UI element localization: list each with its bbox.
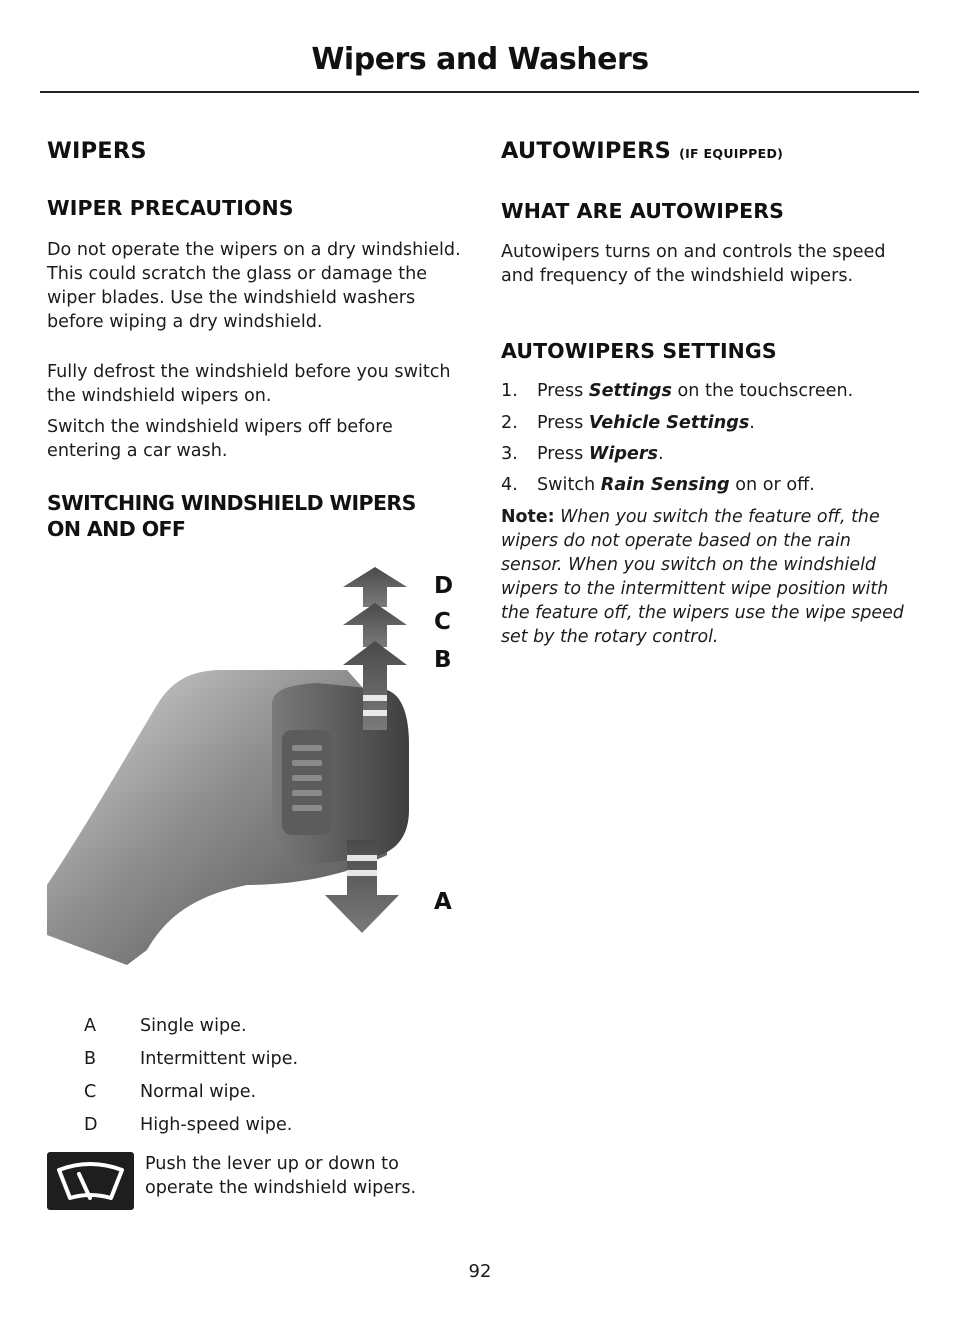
settings-step-1 [501,381,853,401]
heading-autowipers-settings: AUTOWIPERS SETTINGS [501,339,777,363]
step-post: . [749,413,755,433]
header-divider [40,91,919,93]
figure-label-c: C [434,609,451,635]
icon-note-line1: Push the lever up or down to [145,1154,399,1174]
paragraph-autowipers-intro: Autowipers turns on and controls the speed and frequency of the windshield wipers. [501,242,886,286]
wiper-lever-illustration [47,555,467,985]
figure-label-b: B [434,647,452,673]
legend-key: B [84,1049,97,1069]
windshield-wiper-icon-box [47,1152,134,1210]
figure-label-d: D [434,573,454,599]
legend-text: Intermittent wipe. [140,1049,299,1069]
legend-key: C [84,1082,97,1102]
step-post: on the touchscreen. [671,381,854,401]
heading-switching-wipers [47,490,477,542]
arrow-d-high-speed [343,567,407,607]
heading-switching-line1: SWITCHING WINDSHIELD WIPERS [47,491,416,515]
settings-step-2 [501,413,755,433]
paragraph-dry-windshield: Do not operate the wipers on a dry windshield. This could scratch the glass or damage the wiper blades. Use the windshield washers before wiping a dry windshield. [47,240,461,332]
step-bold: Wipers [588,444,659,464]
heading-what-are-autowipers: WHAT ARE AUTOWIPERS [501,199,784,223]
autowipers-title: AUTOWIPERS [501,138,672,164]
paragraph-defrost: Fully defrost the windshield before you switch the windshield wipers on. [47,362,451,406]
legend-row-d [84,1115,292,1135]
figure-label-a: A [434,889,452,915]
if-equipped-tag: (IF EQUIPPED) [679,146,784,161]
heading-switching-line2: ON AND OFF [47,517,186,541]
legend-text: Single wipe. [140,1016,247,1036]
legend-row-a [84,1016,247,1036]
legend-text: High-speed wipe. [140,1115,293,1135]
settings-step-4 [501,475,815,495]
settings-step-3 [501,444,664,464]
step-post: on or off. [729,475,815,495]
note-label: Note: [501,507,555,527]
autowipers-note [501,505,916,649]
step-bold: Settings [588,381,672,401]
step-number: 3. [501,444,518,464]
step-pre: Switch [537,475,601,495]
note-text: When you switch the feature off, the wipers do not operate based on the rain sensor. When you switch on the windshield wipers to the intermittent wipe position with the feature off, the wipers use the wipe speed set by the rotary control. [501,507,904,647]
legend-key: A [84,1016,97,1036]
arrow-c-normal [343,603,407,647]
step-number: 2. [501,413,518,433]
step-post: . [658,444,664,464]
wiper-lever-svg [47,555,467,985]
icon-note-text [145,1152,465,1200]
icon-note-line2: operate the windshield wipers. [145,1178,417,1198]
legend-text: Normal wipe. [140,1082,257,1102]
step-bold: Rain Sensing [600,475,730,495]
legend-row-b [84,1049,298,1069]
page-number: 92 [468,1261,492,1282]
step-pre: Press [537,413,589,433]
step-pre: Press [537,381,589,401]
step-pre: Press [537,444,589,464]
paragraph-car-wash: Switch the windshield wipers off before entering a car wash. [47,417,393,461]
heading-wiper-precautions: WIPER PRECAUTIONS [47,196,294,220]
step-number: 1. [501,381,518,401]
legend-key: D [84,1115,98,1135]
section-title-wipers: WIPERS [47,138,147,164]
page-header-title: Wipers and Washers [311,42,649,77]
step-number: 4. [501,475,518,495]
section-title-autowipers [501,138,783,164]
step-bold: Vehicle Settings [588,413,750,433]
legend-row-c [84,1082,256,1102]
windshield-wiper-icon [47,1152,134,1210]
